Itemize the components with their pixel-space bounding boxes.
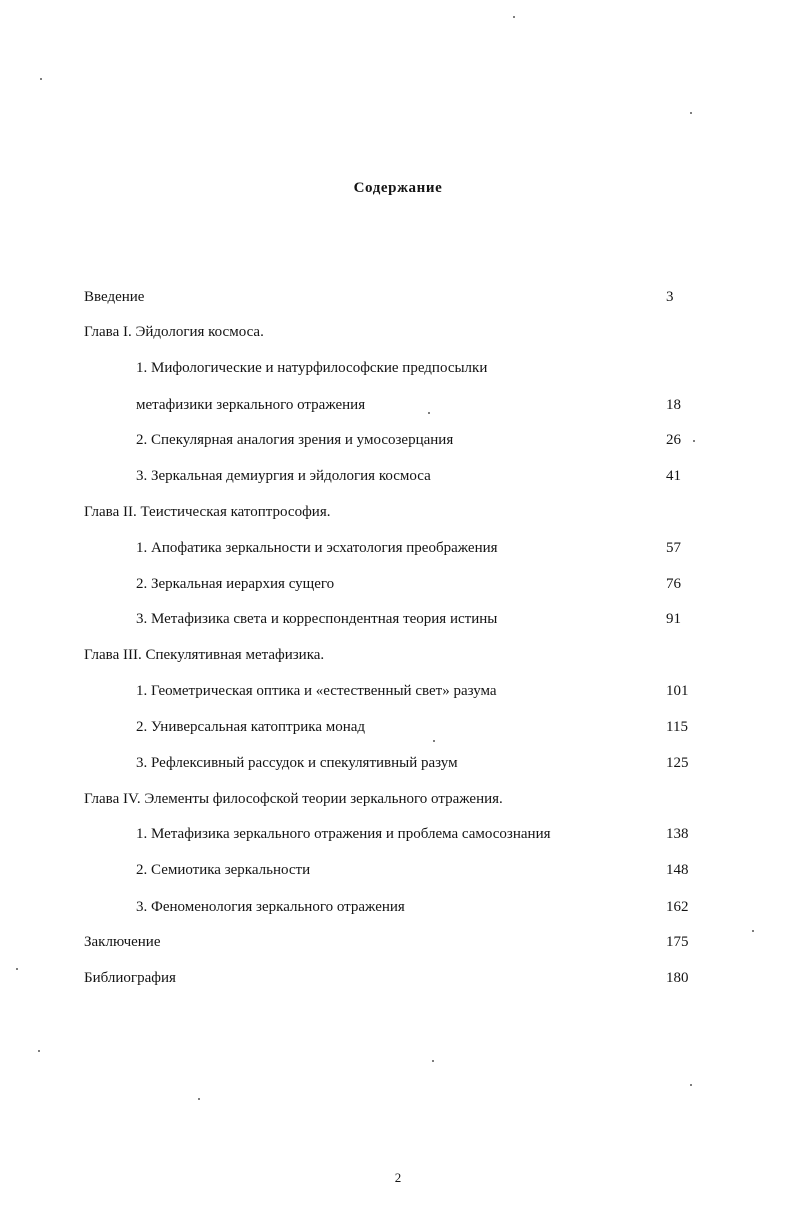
- toc-entry: [0, 681, 796, 701]
- page-number: 2: [394, 1170, 402, 1185]
- toc-entry: [0, 358, 796, 378]
- toc-entry-label: 2. Спекулярная аналогия зрения и умосозерцания: [136, 432, 454, 448]
- toc-chapter-4: [0, 789, 796, 809]
- toc-entry-page: 180: [666, 970, 689, 986]
- toc-entry: [0, 897, 796, 917]
- toc-entry: [0, 538, 796, 558]
- toc-entry-page: 26: [666, 432, 681, 448]
- toc-entry: [0, 717, 796, 737]
- toc-entry-label: 3. Зеркальная демиургия и эйдология космоса: [136, 468, 431, 484]
- scan-speck: [16, 968, 18, 970]
- toc-entry-label: Заключение: [84, 934, 161, 950]
- toc-entry-page: 91: [666, 611, 681, 627]
- toc-entry-label: 1. Апофатика зеркальности и эсхатология преображения: [136, 540, 498, 556]
- toc-entry-page: 3: [666, 289, 674, 305]
- toc-entry-label: 2. Универсальная катоптрика монад: [136, 719, 366, 735]
- scan-speck: [690, 1084, 692, 1086]
- toc-entry-page: 76: [666, 576, 681, 592]
- scan-speck: [38, 1050, 40, 1052]
- toc-entry-page: 101: [666, 683, 689, 699]
- toc-entry-label: Глава III. Спекулятивная метафизика.: [84, 647, 325, 663]
- toc-entry-page: 125: [666, 755, 689, 771]
- toc-entry-page: 162: [666, 899, 689, 915]
- toc-entry-label: 2. Зеркальная иерархия сущего: [136, 576, 335, 592]
- toc-entry-label: 3. Феноменология зеркального отражения: [136, 899, 405, 915]
- toc-chapter-3: [0, 645, 796, 665]
- toc-entry: [0, 395, 796, 415]
- toc-entry-label: Глава I. Эйдология космоса.: [84, 324, 264, 340]
- toc-entry-introduction: [0, 287, 796, 307]
- scan-speck: [690, 112, 692, 114]
- toc-entry: [0, 860, 796, 880]
- toc-entry-page: 41: [666, 468, 681, 484]
- toc-entry: [0, 466, 796, 486]
- toc-entry-label: Библиография: [84, 970, 176, 986]
- toc-entry-conclusion: [0, 932, 796, 952]
- toc-entry: [0, 574, 796, 594]
- scan-speck: [513, 16, 515, 18]
- toc-entry-label: метафизики зеркального отражения: [136, 397, 366, 413]
- page-title: Содержание: [353, 180, 443, 196]
- toc-entry-page: 138: [666, 826, 689, 842]
- toc-entry: [0, 824, 796, 844]
- scan-speck: [433, 740, 435, 742]
- toc-entry-label: 1. Геометрическая оптика и «естественный свет» разума: [136, 683, 497, 699]
- toc-entry-label: Введение: [84, 289, 145, 305]
- toc-entry-label: 3. Рефлексивный рассудок и спекулятивный разум: [136, 755, 458, 771]
- toc-entry-page: 148: [666, 862, 689, 878]
- toc-entry-page: 115: [666, 719, 688, 735]
- toc-chapter-1: [0, 322, 796, 342]
- toc-entry-page: 175: [666, 934, 689, 950]
- toc-entry-label: 3. Метафизика света и корреспондентная теория истины: [136, 611, 498, 627]
- scan-speck: [752, 930, 754, 932]
- toc-chapter-2: [0, 502, 796, 522]
- toc-entry-label: 1. Мифологические и натурфилософские предпосылки: [136, 360, 488, 376]
- scan-speck: [198, 1098, 200, 1100]
- toc-entry: [0, 430, 796, 450]
- toc-entry: [0, 753, 796, 773]
- toc-entry-label: 2. Семиотика зеркальности: [136, 862, 311, 878]
- toc-entry-label: Глава IV. Элементы философской теории зеркального отражения.: [84, 791, 503, 807]
- scan-speck: [40, 78, 42, 80]
- toc-entry: [0, 609, 796, 629]
- toc-entry-page: 18: [666, 397, 681, 413]
- toc-entry-label: Глава II. Теистическая катоптрософия.: [84, 504, 331, 520]
- scan-speck: [428, 412, 430, 414]
- toc-entry-page: 57: [666, 540, 681, 556]
- toc-entry-label: 1. Метафизика зеркального отражения и проблема самосознания: [136, 826, 551, 842]
- scan-speck: [693, 440, 695, 442]
- toc-entry-bibliography: [0, 968, 796, 988]
- scan-speck: [432, 1060, 434, 1062]
